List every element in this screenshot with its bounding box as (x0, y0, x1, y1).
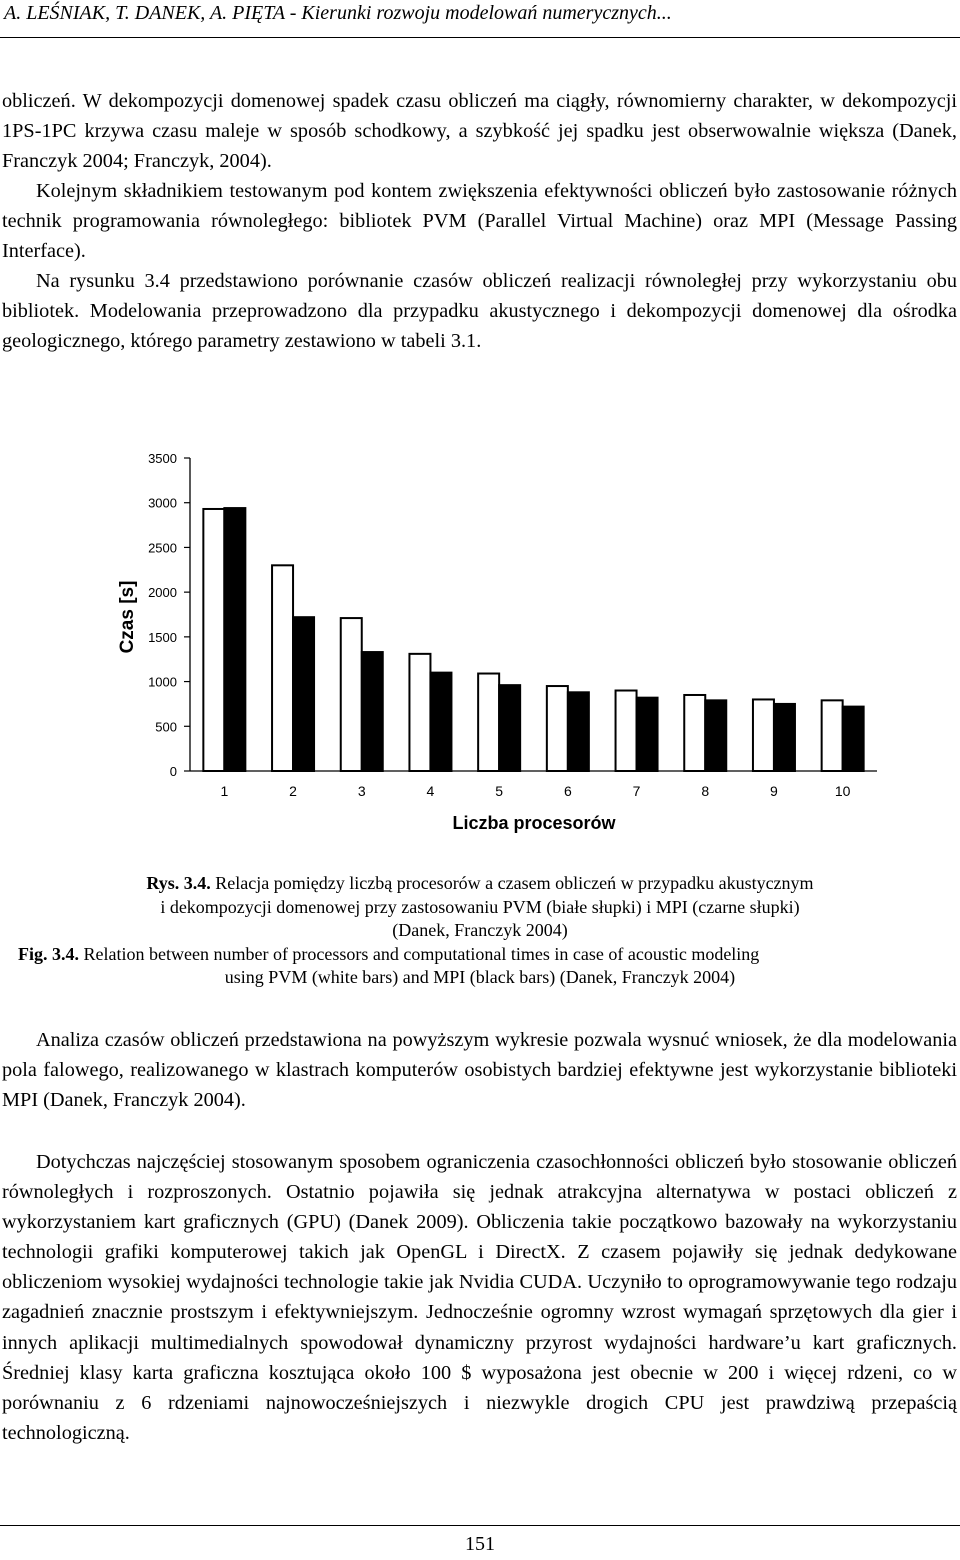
bar-pvm (616, 691, 637, 771)
paragraph-3-text: Na rysunku 3.4 przedstawiono porównanie czasów obliczeń realizacji równoległej przy wykorzystaniu obu bibliotek. Modelowania przeprowadzono dla przypadku akustycznego i dekompozycji domenowej dla ośrodka geologicznego, którego parametry zestawiono w tabeli 3.1. (2, 270, 957, 353)
figure-caption (0, 872, 960, 990)
paragraph-3 (2, 266, 957, 356)
paragraph-5-text: Dotychczas najczęściej stosowanym sposobem ograniczenia czasochłonności obliczeń było stosowanie obliczeń równoległych i rozproszonych. Ostatnio pojawiła się jednak atrakcyjna alternatywa w postaci obliczeń z wykorzystaniem kart graficznych (GPU) (Danek 2009). Obliczenia takie początkowo bazowały na wykorzystaniu technologii grafiki komputerowej takich jak OpenGL i DirectX. Z czasem pojawiły się jednak dedykowane obliczeniom wysokiej wydajności technologie takie jak Nvidia CUDA. Uczyniło to oprogramowywanie tego rodzaju zagadnień znacznie prostszym i efektywniejszym. Jednocześnie ogromny wzrost wymagań sprzętowych dla gier i innych aplikacji multimedialnych spowodował dynamiczny przyrost wydajności hardware’u kart graficznych. Średniej klasy karta graficzna kosztująca około 100 $ wyposażona jest obecnie w 200 i więcej rdzeni, co w porównaniu z 6 rdzeniami najnowocześniejszych i niezwykle drogich CPU jest prawdziwą przepaścią technologiczną. (2, 1151, 957, 1444)
bar-pvm (478, 674, 499, 771)
caption-en-line-2: using PVM (white bars) and MPI (black bars) (Danek, Franczyk 2004) (224, 967, 736, 987)
paragraph-1-text: obliczeń. W dekompozycji domenowej spadek czasu obliczeń ma ciągły, równomierny charakter, w dekompozycji 1PS-1PC krzywa czasu maleje w sposób schodkowy, a szybkość jej spadku jest obserwowalnie większa (Danek, Franczyk 2004; Franczyk, 2004). (2, 90, 957, 173)
bar-pvm (409, 654, 430, 771)
x-tick-label: 3 (357, 783, 366, 799)
caption-en-text-1: Relation between number of processors and computational times in case of acoustic modeling (83, 943, 760, 964)
y-tick-label: 1000 (148, 674, 177, 690)
bar-mpi (224, 508, 245, 771)
paragraph-2 (2, 176, 957, 266)
bar-mpi (499, 685, 520, 771)
x-tick-label: 8 (701, 783, 710, 799)
paragraph-2-text: Kolejnym składnikiem testowanym pod kontem zwiększenia efektywności obliczeń było zastosowanie różnych technik programowania równoległego: bibliotek PVM (Parallel Virtual Machine) oraz MPI (Message Passing Interface). (2, 180, 957, 263)
x-tick-label: 1 (220, 783, 229, 799)
bar-mpi (637, 698, 658, 771)
caption-pl-line-2: i dekompozycji domenowej przy zastosowaniu PVM (białe słupki) i MPI (czarne słupki) (160, 896, 800, 917)
caption-pl-label: Rys. 3.4. (146, 873, 211, 893)
paragraph-5 (2, 1147, 957, 1448)
x-tick-label: 10 (834, 783, 851, 799)
bar-mpi (568, 692, 589, 771)
running-header: A. LEŚNIAK, T. DANEK, A. PIĘTA - Kierunki rozwoju modelowań numerycznych... (4, 2, 672, 24)
bar-chart (0, 440, 960, 840)
bar-pvm (822, 700, 843, 771)
caption-en-line-1 (0, 943, 960, 967)
x-axis-label: Liczba procesorów (452, 813, 616, 833)
x-tick-label: 9 (770, 783, 778, 799)
bar-mpi (705, 700, 726, 771)
bar-pvm (341, 618, 362, 771)
x-tick-label: 5 (495, 783, 504, 799)
paragraph-4-text: Analiza czasów obliczeń przedstawiona na powyższym wykresie pozwala wysnuć wniosek, że dla modelowania pola falowego, realizowanego w klastrach komputerów osobistych bardziej efektywne jest wykorzystanie biblioteki MPI (Danek, Franczyk 2004). (2, 1029, 957, 1112)
x-tick-label: 2 (289, 783, 297, 799)
bar-mpi (774, 704, 795, 771)
y-tick-label: 3000 (148, 495, 177, 511)
bar-pvm (547, 686, 568, 771)
y-tick-label: 2000 (148, 585, 177, 601)
page-number: 151 (465, 1533, 495, 1555)
paragraph-4 (2, 1025, 957, 1115)
y-tick-label: 1500 (148, 629, 177, 645)
y-tick-label: 3500 (148, 451, 177, 466)
footer-rule (0, 1525, 960, 1526)
y-axis-label: Czas [s] (117, 580, 138, 654)
bar-pvm (272, 565, 293, 771)
bar-pvm (753, 699, 774, 771)
x-tick-label: 4 (426, 783, 435, 799)
caption-pl-line-1 (0, 872, 960, 896)
bar-mpi (843, 707, 864, 771)
y-tick-label: 500 (155, 719, 177, 735)
bar-mpi (362, 652, 383, 771)
caption-pl-text-1: Relacja pomiędzy liczbą procesorów a czasem obliczeń w przypadku akustycznym (215, 873, 814, 893)
x-tick-label: 7 (632, 783, 641, 799)
bar-mpi (430, 673, 451, 771)
caption-pl-line-3: (Danek, Franczyk 2004) (392, 920, 568, 940)
caption-en-label: Fig. 3.4. (18, 943, 79, 964)
bar-mpi (293, 617, 314, 771)
paragraph-1 (2, 86, 957, 176)
y-tick-label: 2500 (148, 540, 177, 556)
header-rule (0, 37, 960, 38)
x-tick-label: 6 (563, 783, 572, 799)
y-tick-label: 0 (169, 764, 177, 779)
bar-pvm (684, 695, 705, 771)
bar-pvm (203, 509, 224, 771)
